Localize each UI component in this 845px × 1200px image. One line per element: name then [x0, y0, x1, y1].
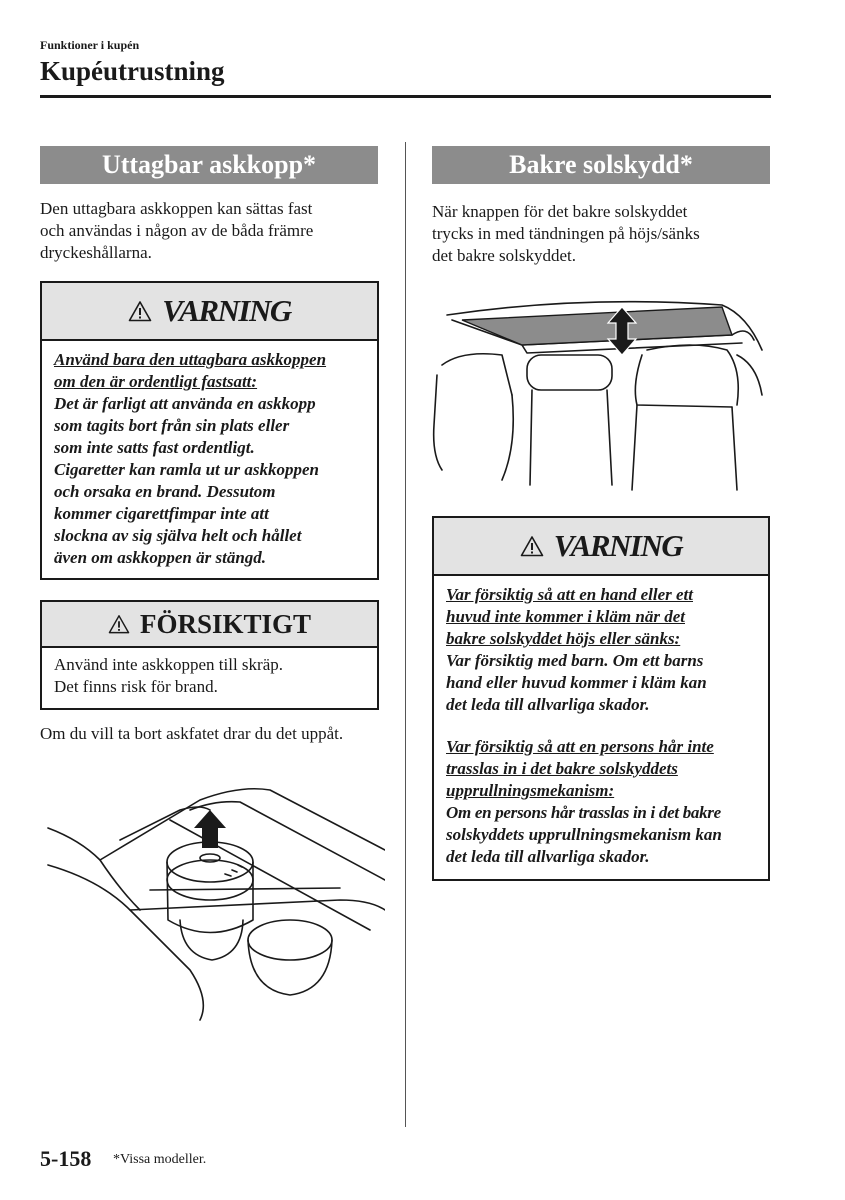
- sunshade-intro: [432, 201, 777, 267]
- text-line: Cigaretter kan ramla ut ur askkoppen: [54, 460, 319, 479]
- warning-text: [434, 576, 768, 876]
- text-line: Använd inte askkoppen till skräp.: [54, 655, 283, 674]
- column-divider: [405, 142, 406, 1127]
- caution-box-ashtray: [40, 600, 379, 710]
- text-line: kommer cigarettfimpar inte att: [54, 504, 269, 523]
- text-line: och användas i någon av de båda främre: [40, 221, 314, 240]
- ashtray-illustration: [40, 770, 385, 1030]
- text-line: och orsaka en brand. Dessutom: [54, 482, 276, 501]
- warning-triangle-icon: [128, 300, 152, 322]
- text-line: Använd bara den uttagbara askkoppen: [54, 350, 327, 369]
- text-line: bakre solskyddet höjs eller sänks:: [446, 629, 681, 648]
- warning-header: [42, 283, 377, 341]
- caution-header: [42, 602, 377, 648]
- footnote: *Vissa modeller.: [113, 1152, 207, 1167]
- text-line: upprullningsmekanism:: [446, 781, 615, 800]
- text-line: det bakre solskyddet.: [432, 246, 576, 265]
- removal-instruction: Om du vill ta bort askfatet drar du det uppåt.: [40, 724, 344, 743]
- text-line: det leda till allvarliga skador.: [446, 847, 650, 866]
- text-line: Var försiktig så att en persons hår inte: [446, 737, 714, 756]
- text-line: Var försiktig så att en hand eller ett: [446, 585, 693, 604]
- warning-box-ashtray: [40, 281, 379, 580]
- text-line: Det finns risk för brand.: [54, 677, 218, 696]
- text-line: som inte satts fast ordentligt.: [54, 438, 255, 457]
- text-line: Den uttagbara askkoppen kan sättas fast: [40, 199, 313, 218]
- text-line: om den är ordentligt fastsatt:: [54, 372, 258, 391]
- text-line: som tagits bort från sin plats eller: [54, 416, 290, 435]
- section-heading-ashtray: Uttagbar askkopp*: [40, 146, 378, 184]
- text-line: slockna av sig själva helt och hållet: [54, 526, 302, 545]
- text-line: solskyddets upprullningsmekanism kan: [446, 825, 722, 844]
- page-title: Kupéutrustning: [40, 56, 225, 86]
- text-line: Var försiktig med barn. Om ett barns: [446, 651, 704, 670]
- warning-triangle-icon: [520, 535, 544, 557]
- text-line: dryckeshållarna.: [40, 243, 152, 262]
- text-line: även om askkoppen är stängd.: [54, 548, 267, 567]
- text-line: hand eller huvud kommer i kläm kan: [446, 673, 707, 692]
- text-line: huvud inte kommer i kläm när det: [446, 607, 685, 626]
- warning-box-sunshade: [432, 516, 770, 881]
- section-heading-sunshade: Bakre solskydd*: [432, 146, 770, 184]
- text-line: Det är farligt att använda en askkopp: [54, 394, 316, 413]
- text-line: trasslas in i det bakre solskyddets: [446, 759, 678, 778]
- text-line: det leda till allvarliga skador.: [446, 695, 650, 714]
- warning-text: [42, 341, 377, 577]
- warning-label: VARNING: [162, 293, 291, 328]
- caution-text: [42, 648, 377, 704]
- sunshade-illustration: [432, 295, 770, 495]
- text-line: Om en persons hår trasslas in i det bakre: [446, 803, 721, 822]
- warning-header: [434, 518, 768, 576]
- warning-triangle-icon: [108, 614, 130, 634]
- page-number: 5-158: [40, 1146, 92, 1171]
- text-line: När knappen för det bakre solskyddet: [432, 202, 688, 221]
- caution-label: FÖRSIKTIGT: [139, 608, 312, 639]
- breadcrumb: Funktioner i kupén: [40, 38, 140, 52]
- ashtray-intro: [40, 198, 385, 264]
- text-line: trycks in med tändningen på höjs/sänks: [432, 224, 700, 243]
- warning-label: VARNING: [553, 528, 683, 563]
- title-rule: [40, 95, 771, 98]
